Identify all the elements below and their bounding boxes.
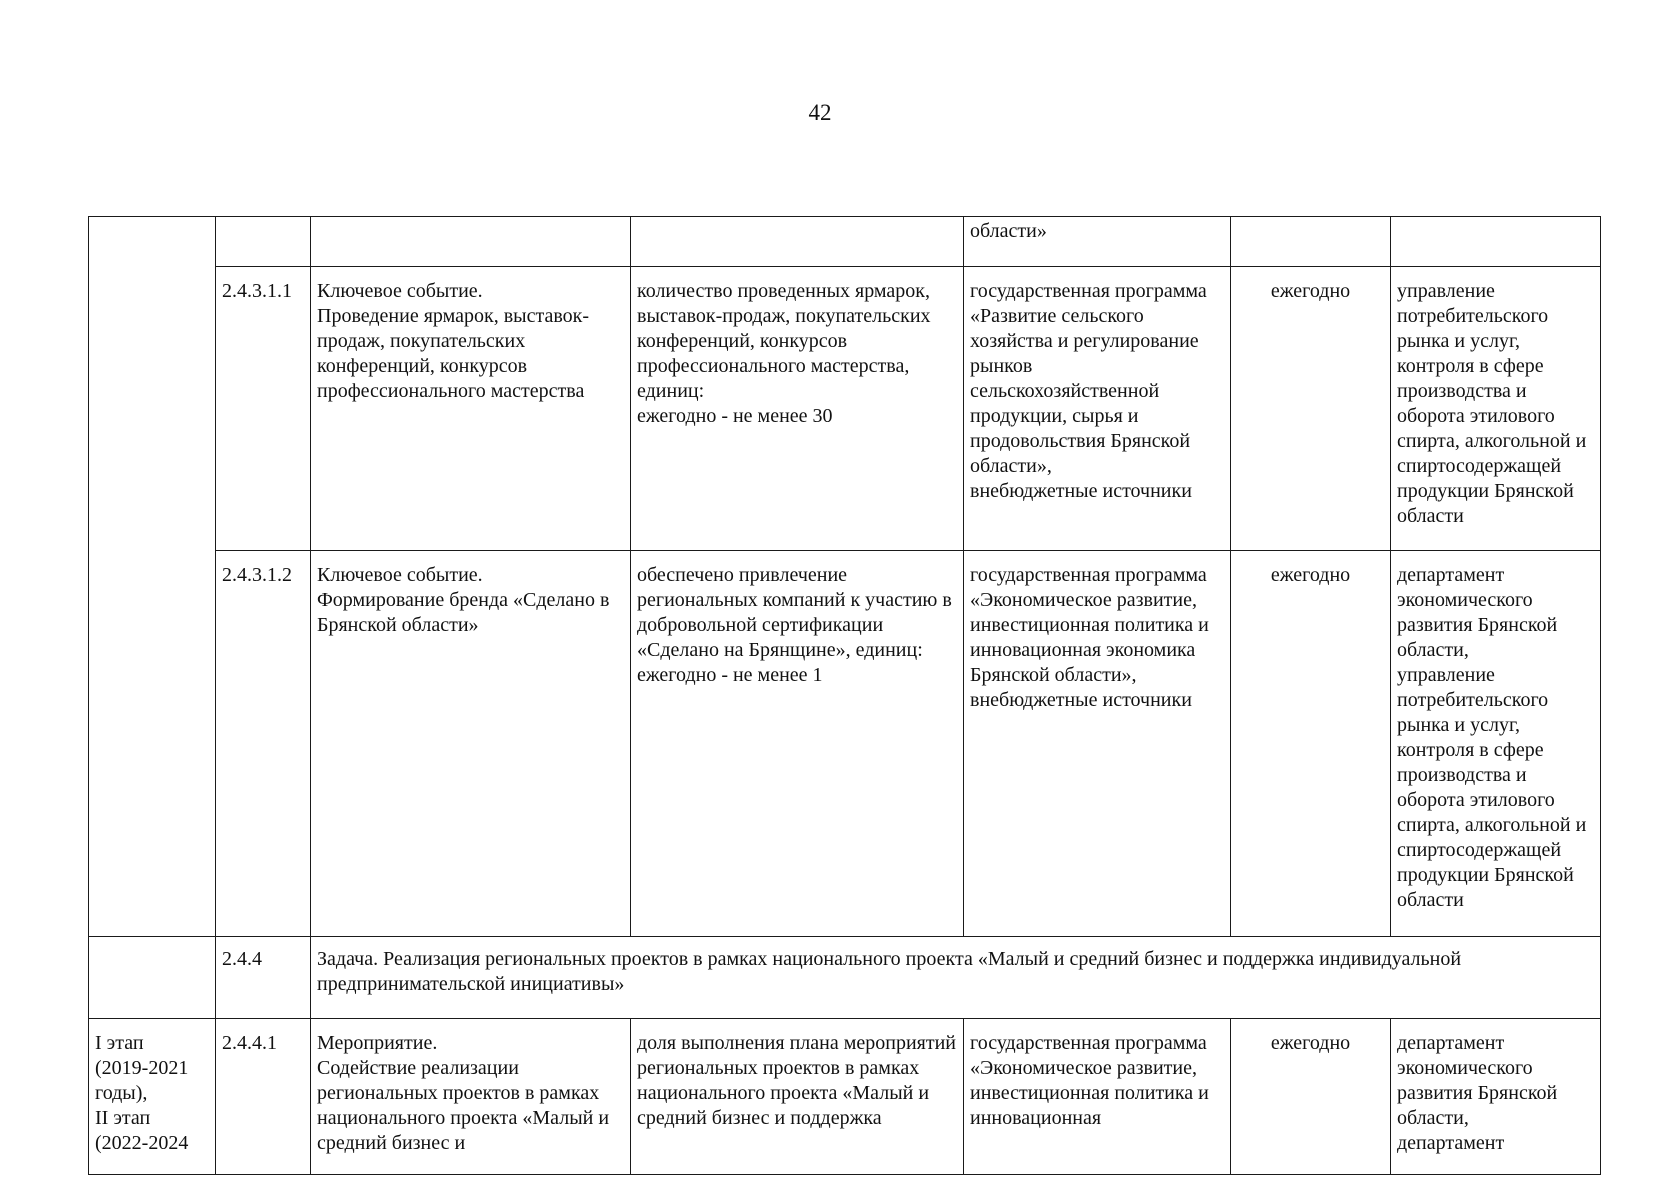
indicator-cell	[631, 217, 964, 267]
term-cell	[1231, 217, 1391, 267]
name-cell: Мероприятие. Содействие реализации региональных проектов в рамках национального проекта «Малый и средний бизнес и	[311, 1019, 631, 1175]
table-row	[89, 267, 1601, 551]
number-cell: 2.4.4	[216, 937, 311, 1019]
number-cell	[216, 217, 311, 267]
task-text-cell: Задача. Реализация региональных проектов в рамках национального проекта «Малый и средний бизнес и поддержка индивидуальной предпринимательской инициативы»	[311, 937, 1601, 1019]
term-cell: ежегодно	[1231, 1019, 1391, 1175]
period-cell	[89, 937, 216, 1019]
name-cell: Ключевое событие. Формирование бренда «Сделано в Брянской области»	[311, 551, 631, 937]
source-cell: государственная программа «Экономическое развитие, инвестиционная политика и инновационная	[964, 1019, 1231, 1175]
indicator-cell: доля выполнения плана мероприятий региональных проектов в рамках национального проекта «Малый и средний бизнес и поддержка	[631, 1019, 964, 1175]
table-row-continuation	[89, 217, 1601, 267]
number-cell: 2.4.3.1.1	[216, 267, 311, 551]
term-cell: ежегодно	[1231, 551, 1391, 937]
task-row	[89, 937, 1601, 1019]
indicator-cell: количество проведенных ярмарок, выставок-продаж, покупательских конференций, конкурсов профессионального мастерства, единиц: ежегодно - не менее 30	[631, 267, 964, 551]
term-cell: ежегодно	[1231, 267, 1391, 551]
page-number: 42	[808, 100, 832, 125]
period-cell	[89, 267, 216, 551]
source-cell: государственная программа «Развитие сельского хозяйства и регулирование рынков сельскохозяйственной продукции, сырья и продовольствия Брянской области», внебюджетные источники	[964, 267, 1231, 551]
source-cell: области»	[964, 217, 1231, 267]
number-cell: 2.4.3.1.2	[216, 551, 311, 937]
executor-cell: департамент экономического развития Брянской области, управление потребительского рынка и услуг, контроля в сфере производства и оборота этилового спирта, алкогольной и спиртосодержащей продукции Брянской области	[1391, 551, 1601, 937]
indicator-cell: обеспечено привлечение региональных компаний к участию в добровольной сертификации «Сделано на Брянщине», единиц: ежегодно - не менее 1	[631, 551, 964, 937]
table-row	[89, 1019, 1601, 1175]
executor-cell: департамент экономического развития Брянской области, департамент	[1391, 1019, 1601, 1175]
period-cell: I этап (2019-2021 годы), II этап (2022-2024	[89, 1019, 216, 1175]
period-cell	[89, 217, 216, 267]
table-row	[89, 551, 1601, 937]
measures-table	[88, 216, 1601, 1175]
executor-cell	[1391, 217, 1601, 267]
period-cell	[89, 551, 216, 937]
source-cell: государственная программа «Экономическое развитие, инвестиционная политика и инновационная экономика Брянской области», внебюджетные источники	[964, 551, 1231, 937]
name-cell	[311, 217, 631, 267]
number-cell: 2.4.4.1	[216, 1019, 311, 1175]
executor-cell: управление потребительского рынка и услуг, контроля в сфере производства и оборота этилового спирта, алкогольной и спиртосодержащей продукции Брянской области	[1391, 267, 1601, 551]
name-cell: Ключевое событие. Проведение ярмарок, выставок-продаж, покупательских конференций, конкурсов профессионального мастерства	[311, 267, 631, 551]
